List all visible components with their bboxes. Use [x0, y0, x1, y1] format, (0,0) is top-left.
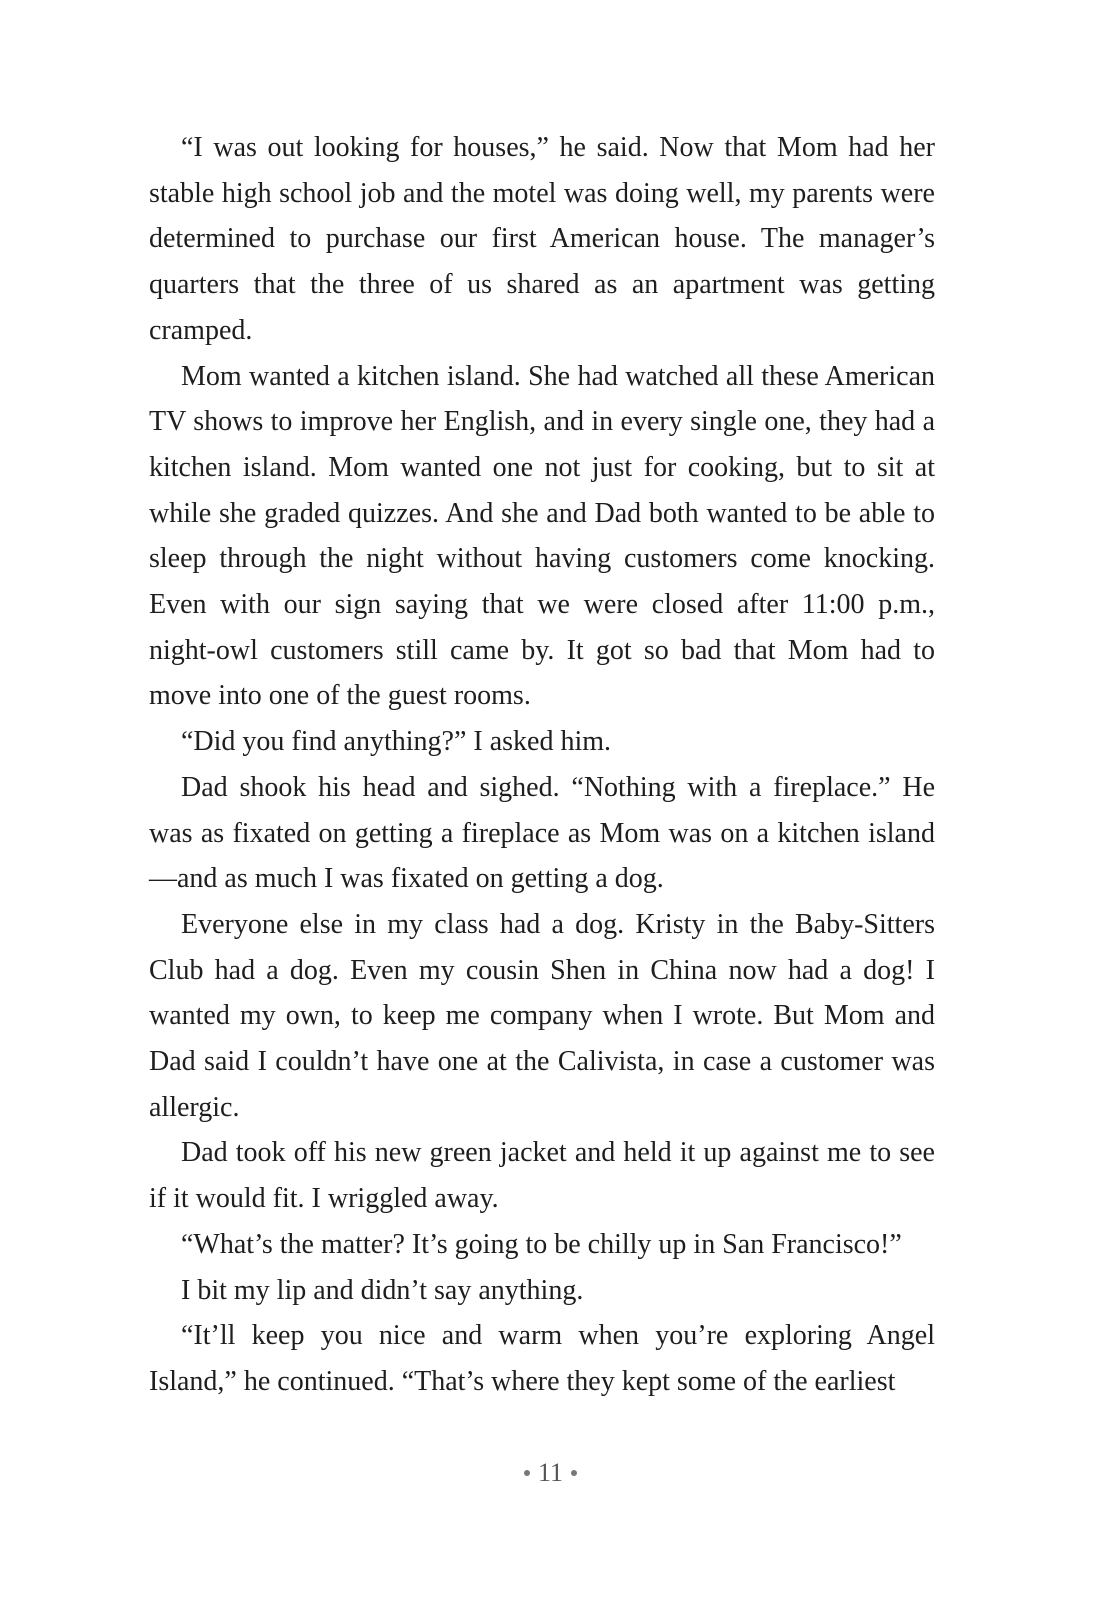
- paragraph-8: I bit my lip and didn’t say anything.: [181, 1274, 584, 1306]
- paragraph-2: Mom wanted a kitchen island. She had watched all these American TV shows to improve her English, and in every single one, they had a kitchen island. Mom wanted one not just for cooking, but to sit at while she graded quizzes. And she and Dad both wanted to be able to sleep through the night without having customers come knocking. Even with our sign saying that we were closed after 11:00 p.m., night-owl customers still came by. It got so bad that Mom had to move into one of the guest rooms.: [149, 360, 935, 712]
- left-dot-ornament: [524, 1470, 530, 1476]
- body-text: [149, 125, 935, 1405]
- page-number-footer: [0, 1458, 1101, 1488]
- paragraph-6: Dad took off his new green jacket and held it up against me to see if it would fit. I wriggled away.: [149, 1137, 935, 1215]
- right-dot-ornament: [571, 1470, 577, 1476]
- paragraph-9: “It’ll keep you nice and warm when you’re exploring Angel Island,” he continued. “That’s where they kept some of the earliest: [149, 1320, 935, 1397]
- page-number: 11: [537, 1458, 564, 1487]
- paragraph-3: “Did you find anything?” I asked him.: [181, 726, 612, 758]
- paragraph-7: “What’s the matter? It’s going to be chilly up in San Francisco!”: [181, 1228, 902, 1260]
- paragraph-5: Everyone else in my class had a dog. Kristy in the Baby-Sitters Club had a dog. Even my cousin Shen in China now had a dog! I wanted my own, to keep me company when I wrote. But Mom and Dad said I couldn’t have one at the Calivista, in case a customer was allergic.: [149, 908, 935, 1123]
- paragraph-4: Dad shook his head and sighed. “Nothing with a fireplace.” He was as fixated on getting a fireplace as Mom was on a kitchen island—and as much I was fixated on getting a dog.: [149, 771, 935, 895]
- paragraph-1: “I was out looking for houses,” he said. Now that Mom had her stable high school job and the motel was doing well, my parents were determined to purchase our first American house. The manager’s quarters that the three of us shared as an apartment was getting cramped.: [149, 132, 935, 346]
